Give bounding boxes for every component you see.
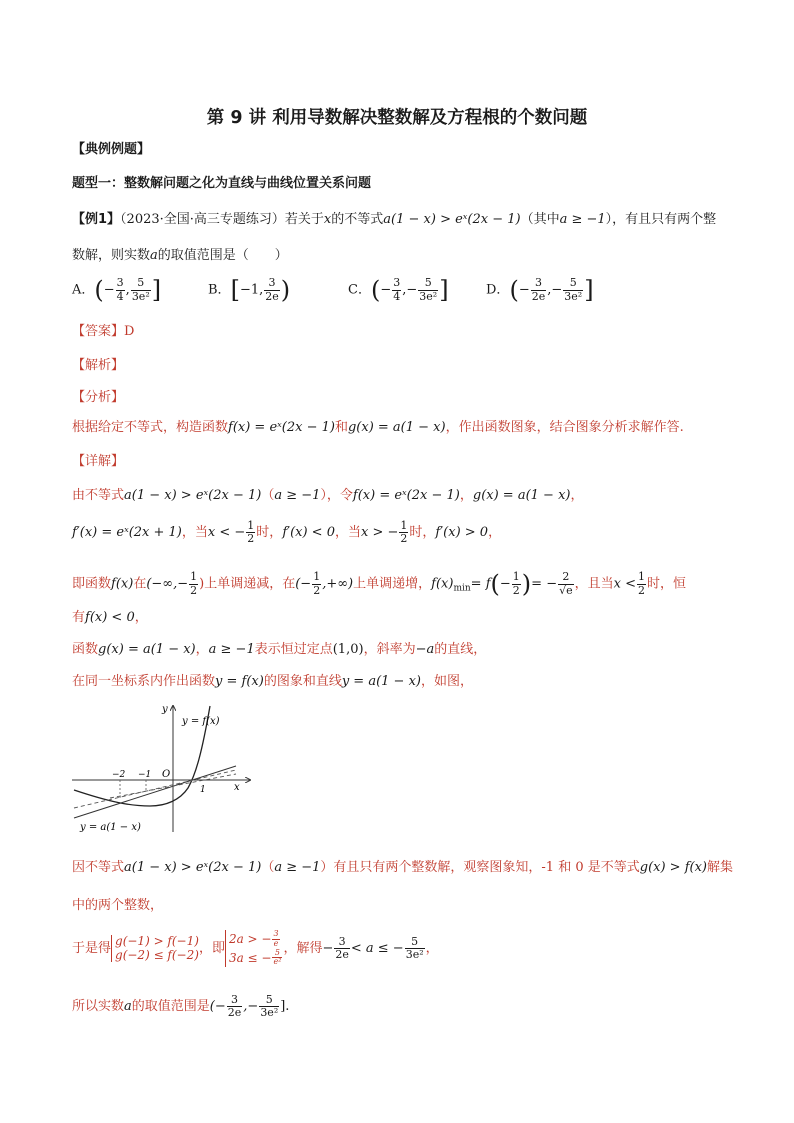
option-d: D．(− $\frac{3}{2e}$ ,− $\frac{5}{\text{3e²}}$ ]	[486, 276, 594, 304]
tick-1: 1	[200, 785, 206, 795]
tick-neg1: −1	[138, 770, 152, 780]
fenxi-label: 【分析】	[72, 390, 125, 405]
system-2: 2a > − $\frac{3}{e}$ 3a ≤ − $\frac{5}{\text{e²}}$	[225, 930, 283, 967]
detail-line-1: 由不等式a(1 − x) > eˣ(2x − 1)（a ≥ −1），令f(x) = eˣ(2x − 1)，g(x) = a(1 − x)，	[72, 488, 584, 503]
detail-line-10: 所以实数a的取值范围是(− $\frac{3}{2e}$ ,− $\frac{5}{\text{3e²}}$ ].	[72, 993, 290, 1020]
detail-line-8: 中的两个整数，	[72, 898, 164, 913]
option-b: B．[−1, $\frac{3}{2e}$ )	[208, 276, 291, 304]
detail-line-4: 有f(x) < 0，	[72, 610, 148, 625]
system-1: g(−1) > f(−1) g(−2) ≤ f(−2)	[111, 935, 199, 963]
line-g-solid	[74, 766, 236, 818]
label-x-axis: x	[234, 782, 240, 793]
label-gx: y = a(1 − x)	[80, 822, 141, 833]
detail-line-7: 因不等式a(1 − x) > eˣ(2x − 1)（a ≥ −1）有且只有两个整数解，观察图象知，-1 和 0 是不等式g(x) > f(x)解集	[72, 860, 734, 875]
section-label: 【典例例题】	[72, 142, 151, 157]
function-graph	[70, 702, 260, 838]
label-fx: y = f(x)	[182, 716, 220, 727]
example-tag: 【例1】	[72, 212, 121, 227]
answer-label: 【答案】D	[72, 324, 135, 339]
detail-line-5: 函数g(x) = a(1 − x)，a ≥ −1表示恒过定点(1,0)，斜率为−a的直线，	[72, 642, 487, 657]
question-type-label: 题型一：整数解问题之化为直线与曲线位置关系问题	[72, 176, 372, 191]
example-source: （2023·全国·高三专题练习）	[120, 212, 285, 227]
page-title: 第 9 讲 利用导数解决整数解及方程根的个数问题	[206, 108, 588, 128]
label-origin: O	[162, 769, 171, 780]
fenxi-text: 根据给定不等式，构造函数f(x) = eˣ(2x − 1)和g(x) = a(1 − x)，作出函数图象，结合图象分析求解作答.	[72, 420, 684, 435]
example-line-1: 【例1】（2023·全国·高三专题练习）若关于x的不等式a(1 − x) > eˣ(2x − 1)（其中a ≥ −1），有且只有两个整	[72, 212, 717, 227]
option-a: A．(− $\frac{3}{4}$ , $\frac{5}{\text{3e²}}$ ]	[72, 276, 162, 304]
example-inequality: a(1 − x) > eˣ(2x − 1)	[383, 212, 521, 227]
label-y-axis: y	[162, 704, 168, 715]
option-c: C．(− $\frac{3}{4}$ ,− $\frac{5}{\text{3e²}}$ ]	[348, 276, 449, 304]
tick-neg2: −2	[112, 770, 126, 780]
detail-line-3: 即函数f(x)在(−∞,− $\frac{1}{2}$ )上单调递减，在(− $\frac{1}{2}$ ,+∞)上单调递增，$f(x)_{min}= f(-$ $\frac{1}{2}$ )= − $\frac{2}{√e}$ ，且当x < $\frac{1}{2}$ 时，恒	[72, 570, 687, 598]
example-line-2: 数解，则实数a的取值范围是（ ）	[72, 248, 288, 263]
detail-line-9: 于是得 g(−1) > f(−1) g(−2) ≤ f(−2) ，即 2a > − $\frac{3}{e}$ 3a ≤ − $\frac{5}{\text{e²}}$ ，解得− $\frac{3}{2e}$ < a ≤ − $\frac{5}{\text{3e²}}$ ，	[72, 929, 439, 967]
detail-line-6: 在同一坐标系内作出函数y = f(x)的图象和直线y = a(1 − x)，如图，	[72, 674, 473, 689]
analysis-label: 【解析】	[72, 358, 125, 373]
detail-label: 【详解】	[72, 454, 125, 469]
detail-line-2: f′(x) = eˣ(2x + 1)，当x < − $\frac{1}{2}$ 时，f′(x) < 0，当x > − $\frac{1}{2}$ 时，f′(x) > 0，	[72, 519, 502, 546]
